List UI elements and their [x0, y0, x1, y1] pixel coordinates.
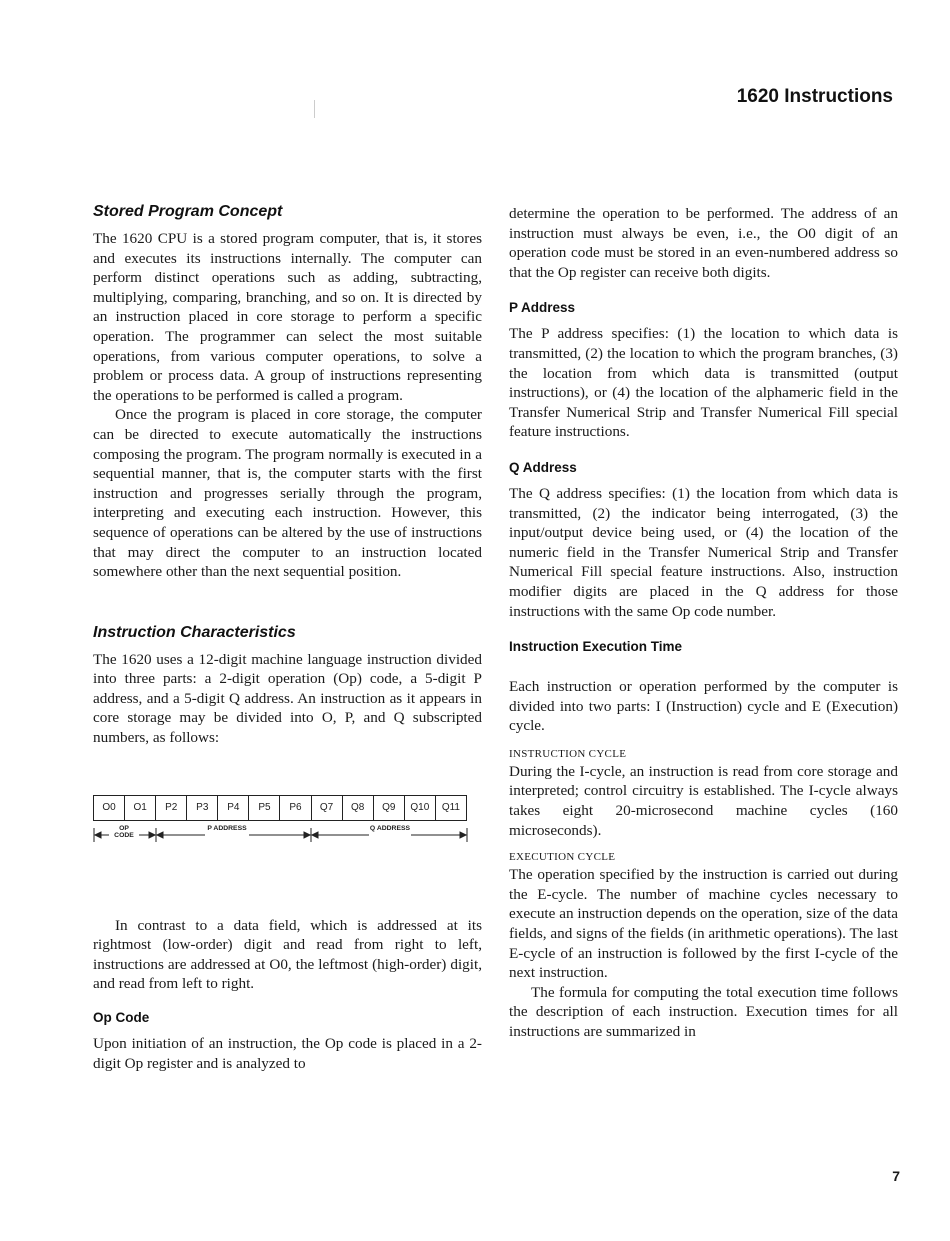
- op-code-label: OP CODE: [114, 824, 134, 840]
- digit-cells: [93, 795, 467, 821]
- digit-cell: P6: [280, 796, 311, 820]
- heading-op-code: Op Code: [93, 1010, 150, 1026]
- paragraph: The 1620 CPU is a stored program computer, that is, it stores and executes its instructions internally. The computer can perform distinct operations such as adding, subtracting, multiplying, comparing, branching, and so on. It is directed by an instruction placed in core storage to perform a specific operation. The programmer can select the most suitable operations, from various computer operations, to solve a problem or process data. A group of instructions representing the operations to be performed is called a program.: [93, 230, 482, 404]
- left-column: [93, 203, 482, 1073]
- heading-execution-time: Instruction Execution Time: [509, 639, 683, 655]
- digit-cell: O0: [94, 796, 125, 820]
- paragraph: Once the program is placed in core storage, the computer can be directed to execute automatically the instructions composing the program. The program normally is executed in a sequential manner, that is, the computer starts with the first instruction and progresses serially through the program, interpreting and executing each instruction. However, this sequence of operations can be altered by the use of instructions that may direct the computer to an instruction located somewhere other than the next sequential position.: [93, 406, 482, 581]
- heading-stored-program: Stored Program Concept: [93, 203, 283, 220]
- heading-q-address: Q Address: [509, 459, 577, 475]
- digit-cell: Q7: [312, 796, 343, 820]
- digit-cell: P3: [187, 796, 218, 820]
- right-column: [509, 204, 898, 1042]
- digit-cell: Q8: [343, 796, 374, 820]
- p-address-label: P ADDRESS: [207, 824, 247, 832]
- digit-cell: Q9: [374, 796, 405, 820]
- page-number: 7: [892, 1168, 900, 1184]
- paragraph: Upon initiation of an instruction, the Op code is placed in a 2-digit Op register and is analyzed to: [93, 1035, 482, 1072]
- running-header: 1620 Instructions: [736, 86, 893, 107]
- instruction-format-diagram: [93, 795, 471, 857]
- paragraph: The 1620 uses a 12-digit machine language instruction divided into three parts: a 2-digit operation (Op) code, a 5-digit P address, and a 5-digit Q address. An instruction as it appears in core storage may be divided into O, P, and Q subscripted numbers, as follows:: [93, 650, 482, 747]
- digit-cell: Q11: [441, 802, 460, 814]
- paragraph: Each instruction or operation performed by the computer is divided into two parts: I (Instruction) cycle and E (Execution) cycle.: [509, 678, 898, 735]
- paragraph: The operation specified by the instruction is carried out during the E-cycle. The number of machine cycles necessary to execute an instruction depends on the operation, size of the data fields, and signs of the fields (in arithmetic operations). The last E-cycle of an instruction is followed by the first I-cycle of the next instruction.: [509, 866, 898, 982]
- digit-cell: P4: [218, 796, 249, 820]
- subheading-execution-cycle: EXECUTION CYCLE: [509, 851, 616, 864]
- paragraph: The formula for computing the total execution time follows the description of each instruction. Execution times for all instructions are summarized in: [509, 983, 898, 1040]
- paragraph: In contrast to a data field, which is addressed at its rightmost (low-order) digit and read from right to left, instructions are addressed at O0, the leftmost (high-order) digit, and read from left to right.: [93, 916, 482, 993]
- paragraph: determine the operation to be performed. The address of an instruction must always be even, i.e., the O0 digit of an operation code must be stored in an even-numbered address so that the Op register can receive both digits.: [509, 205, 898, 281]
- paragraph: The Q address specifies: (1) the location from which data is transmitted, (2) the indicator being interrogated, (3) the input/output device being used, or (4) the location of the numeric field in the Transfer Numerical Strip and Transfer Numerical Fill special feature instructions. Also, instruction modifier digits are placed in the Q address for those instructions with the same Op code number.: [509, 484, 898, 620]
- paragraph: The P address specifies: (1) the location to which data is transmitted, (2) the location to which the program branches, (3) the location from which data is transmitted (output instructions), or (4) the location of the alphameric field in the Transfer Numerical Strip and Transfer Numerical Fill special feature instructions.: [509, 325, 898, 441]
- digit-cell: O1: [125, 796, 156, 820]
- subheading-instruction-cycle: INSTRUCTION CYCLE: [509, 747, 627, 760]
- digit-cell: P2: [156, 796, 187, 820]
- paragraph: During the I-cycle, an instruction is read from core storage and interpreted; control circuitry is established. The I-cycle always takes eight 20-microsecond machine cycles (160 microseconds).: [509, 762, 898, 839]
- q-address-label: Q ADDRESS: [369, 824, 411, 832]
- digit-cell: P5: [249, 796, 280, 820]
- heading-instruction-characteristics: Instruction Characteristics: [93, 623, 296, 641]
- digit-cell: Q10: [405, 796, 436, 820]
- heading-p-address: P Address: [509, 300, 576, 316]
- field-arrows: [93, 825, 469, 853]
- scan-mark: [314, 100, 315, 118]
